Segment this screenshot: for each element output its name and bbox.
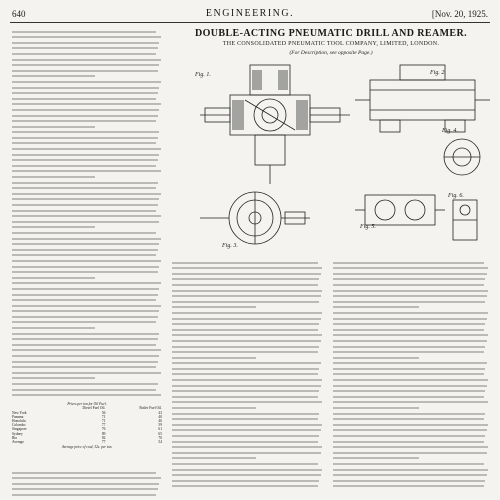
text-line xyxy=(12,305,161,307)
text-line xyxy=(172,267,322,269)
table-cell-boiler: 61 xyxy=(158,427,162,432)
text-line xyxy=(12,488,158,490)
text-line xyxy=(12,187,156,189)
text-line xyxy=(12,98,156,100)
text-line xyxy=(172,469,322,471)
text-line xyxy=(12,254,156,256)
text-line xyxy=(172,334,322,336)
text-line xyxy=(333,452,487,454)
table-cell-port: Panama xyxy=(12,414,24,419)
fig1-drawing xyxy=(200,60,350,185)
text-line xyxy=(12,31,156,33)
text-line xyxy=(12,282,161,284)
text-line xyxy=(172,424,322,426)
table-cell-port: New York xyxy=(12,410,27,415)
text-line xyxy=(333,441,484,443)
text-line xyxy=(172,407,256,409)
table-cell-boiler: 46 xyxy=(158,419,162,424)
fig4-drawing xyxy=(440,132,485,182)
text-line xyxy=(333,390,485,392)
text-line xyxy=(12,137,158,139)
text-line xyxy=(172,446,322,448)
text-line xyxy=(172,301,319,303)
text-line xyxy=(333,262,484,264)
text-line xyxy=(172,290,322,292)
table-average-diesel: 77 xyxy=(101,440,106,445)
text-line xyxy=(172,457,256,459)
fig3-drawing xyxy=(200,188,310,253)
text-line xyxy=(333,424,488,426)
text-line xyxy=(172,396,318,398)
text-line xyxy=(333,401,488,403)
text-line xyxy=(333,480,485,482)
text-line xyxy=(333,485,484,487)
table-cell-diesel: 56 xyxy=(101,410,106,415)
text-line xyxy=(333,373,484,375)
fig2-label: Fig. 2. xyxy=(430,70,446,76)
text-line xyxy=(12,176,95,178)
text-line xyxy=(12,249,158,251)
text-line xyxy=(333,385,487,387)
text-line xyxy=(12,142,156,144)
text-line xyxy=(333,267,488,269)
text-line xyxy=(333,340,487,342)
text-line xyxy=(333,306,419,308)
table-head-diesel: Diesel Fuel Oil. xyxy=(82,406,106,411)
text-line xyxy=(333,273,487,275)
text-line xyxy=(12,299,156,301)
table-cell-diesel: 71 xyxy=(101,419,106,424)
table-cell-boiler: 43 xyxy=(158,410,162,415)
text-line xyxy=(12,47,158,49)
table-cell-diesel: 71 xyxy=(101,414,106,419)
text-line xyxy=(12,494,156,496)
text-line xyxy=(12,182,158,184)
text-line xyxy=(172,418,318,420)
text-line xyxy=(12,59,161,61)
text-line xyxy=(12,310,159,312)
table-cell-diesel: 77 xyxy=(101,423,106,428)
fig2-drawing xyxy=(355,60,490,135)
text-line xyxy=(12,288,159,290)
table-cell-diesel: 89 xyxy=(101,431,106,436)
text-line xyxy=(172,480,319,482)
text-line xyxy=(12,338,158,340)
text-line xyxy=(12,372,161,374)
text-line xyxy=(333,396,484,398)
text-line xyxy=(172,373,318,375)
text-line xyxy=(12,131,159,133)
text-line xyxy=(333,368,485,370)
table-title: Prices per ton for Oil Fuel. xyxy=(67,402,107,406)
text-line xyxy=(172,278,319,280)
text-line xyxy=(12,226,95,228)
table-cell-port: Sydney xyxy=(12,431,23,436)
article-subtitle: THE CONSOLIDATED PNEUMATIC TOOL COMPANY, LIMITED, LONDON. xyxy=(222,41,440,47)
text-line xyxy=(172,273,321,275)
text-line xyxy=(12,266,159,268)
text-line xyxy=(12,260,161,262)
text-line xyxy=(172,351,318,353)
text-line xyxy=(333,418,484,420)
table-cell-port: Honolulu xyxy=(12,419,26,424)
text-line xyxy=(172,295,321,297)
text-line xyxy=(172,323,319,325)
text-line xyxy=(12,366,156,368)
text-line xyxy=(12,316,158,318)
text-line xyxy=(12,277,95,279)
table-cell-port: Colombo xyxy=(12,423,26,428)
issue-date: [Nov. 20, 1925. xyxy=(431,9,488,19)
text-line xyxy=(333,407,419,409)
text-line xyxy=(333,312,488,314)
text-line xyxy=(12,271,158,273)
header-rule xyxy=(10,22,490,23)
fig3-label: Fig. 3. xyxy=(222,243,238,249)
left-column-tail-text xyxy=(12,468,162,496)
text-line xyxy=(12,333,159,335)
page-header xyxy=(12,8,488,22)
fig1-label: Fig. 1. xyxy=(195,72,211,78)
text-line xyxy=(12,64,159,66)
text-line xyxy=(12,483,159,485)
oil-fuel-table xyxy=(12,402,162,450)
table-average-boiler: 54 xyxy=(158,440,162,445)
text-line xyxy=(12,361,158,363)
text-line xyxy=(333,295,487,297)
text-line xyxy=(333,351,484,353)
table-average-label: Average xyxy=(12,440,24,445)
text-line xyxy=(172,368,319,370)
text-line xyxy=(12,53,156,55)
text-line xyxy=(12,92,158,94)
text-line xyxy=(333,457,419,459)
text-line xyxy=(172,385,321,387)
text-line xyxy=(172,485,318,487)
text-line xyxy=(172,318,321,320)
text-line xyxy=(12,477,161,479)
text-line xyxy=(12,159,158,161)
right-column-text xyxy=(333,258,490,487)
text-line xyxy=(172,429,321,431)
table-cell-port: Singapore xyxy=(12,427,27,432)
fig6-label: Fig. 6. xyxy=(448,193,464,199)
text-line xyxy=(12,87,159,89)
table-head-boiler: Boiler Fuel Oil. xyxy=(139,406,162,411)
text-line xyxy=(12,115,158,117)
text-line xyxy=(12,238,161,240)
text-line xyxy=(12,154,159,156)
text-line xyxy=(12,81,161,83)
text-line xyxy=(12,349,161,351)
text-line xyxy=(12,75,95,77)
text-line xyxy=(172,312,322,314)
text-line xyxy=(172,413,319,415)
text-line xyxy=(12,383,158,385)
text-line xyxy=(12,472,156,474)
text-line xyxy=(12,148,161,150)
text-line xyxy=(12,165,156,167)
text-line xyxy=(12,70,158,72)
text-line xyxy=(12,377,95,379)
table-cell-port: Rio xyxy=(12,435,18,440)
text-line xyxy=(333,413,485,415)
text-line xyxy=(172,474,321,476)
text-line xyxy=(333,469,488,471)
text-line xyxy=(12,243,159,245)
text-line xyxy=(12,232,156,234)
text-line xyxy=(12,193,161,195)
text-line xyxy=(333,301,485,303)
text-line xyxy=(12,120,156,122)
left-column-text xyxy=(12,27,162,417)
text-line xyxy=(172,262,318,264)
text-line xyxy=(172,452,321,454)
fig5-drawing xyxy=(355,180,445,240)
text-line xyxy=(333,463,484,465)
fig4-label: Fig. 4. xyxy=(442,128,458,134)
text-line xyxy=(333,379,488,381)
table-cell-boiler: 40 xyxy=(158,414,162,419)
text-line xyxy=(12,109,159,111)
text-line xyxy=(172,390,319,392)
text-line xyxy=(333,318,487,320)
text-line xyxy=(172,463,318,465)
text-line xyxy=(12,210,156,212)
fig6-drawing xyxy=(445,195,485,245)
text-line xyxy=(12,389,156,391)
text-line xyxy=(333,435,485,437)
text-line xyxy=(333,474,487,476)
table-caption: Average price of coal, 32s. per ton. xyxy=(61,445,113,450)
article-title: DOUBLE-ACTING PNEUMATIC DRILL AND REAMER. xyxy=(194,28,468,39)
table-cell-boiler: 70 xyxy=(158,435,162,440)
text-line xyxy=(12,42,159,44)
table-cell-diesel: 76 xyxy=(101,427,106,432)
text-line xyxy=(333,446,488,448)
text-line xyxy=(12,327,95,329)
table-cell-boiler: 59 xyxy=(158,423,162,428)
text-line xyxy=(172,284,318,286)
masthead: ENGINEERING. xyxy=(205,8,295,19)
text-line xyxy=(172,340,321,342)
text-line xyxy=(12,394,161,396)
text-line xyxy=(333,334,488,336)
text-line xyxy=(172,362,321,364)
text-line xyxy=(12,36,161,38)
text-line xyxy=(12,198,159,200)
text-line xyxy=(12,321,156,323)
text-line xyxy=(172,306,256,308)
text-line xyxy=(172,329,318,331)
text-line xyxy=(12,221,159,223)
text-line xyxy=(172,435,319,437)
middle-column-text xyxy=(172,258,324,487)
text-line xyxy=(12,103,161,105)
text-line xyxy=(12,355,159,357)
text-line xyxy=(333,357,419,359)
text-line xyxy=(12,126,95,128)
text-line xyxy=(333,323,485,325)
text-line xyxy=(333,346,485,348)
text-line xyxy=(12,204,158,206)
page-number: 640 xyxy=(12,9,26,19)
text-line xyxy=(172,441,318,443)
table-cell-boiler: 65 xyxy=(158,431,162,436)
table-cell-diesel: 82 xyxy=(101,435,106,440)
fig5-label: Fig. 5. xyxy=(360,224,376,230)
text-line xyxy=(333,290,488,292)
text-line xyxy=(333,284,484,286)
text-line xyxy=(172,346,319,348)
text-line xyxy=(12,170,161,172)
text-line xyxy=(333,278,485,280)
article-description: (For Description, see opposite Page.) xyxy=(289,50,373,56)
text-line xyxy=(12,294,158,296)
text-line xyxy=(12,344,156,346)
text-line xyxy=(333,362,487,364)
text-line xyxy=(172,379,322,381)
text-line xyxy=(12,215,161,217)
text-line xyxy=(333,429,487,431)
text-line xyxy=(172,357,256,359)
text-line xyxy=(333,329,484,331)
text-line xyxy=(172,401,322,403)
